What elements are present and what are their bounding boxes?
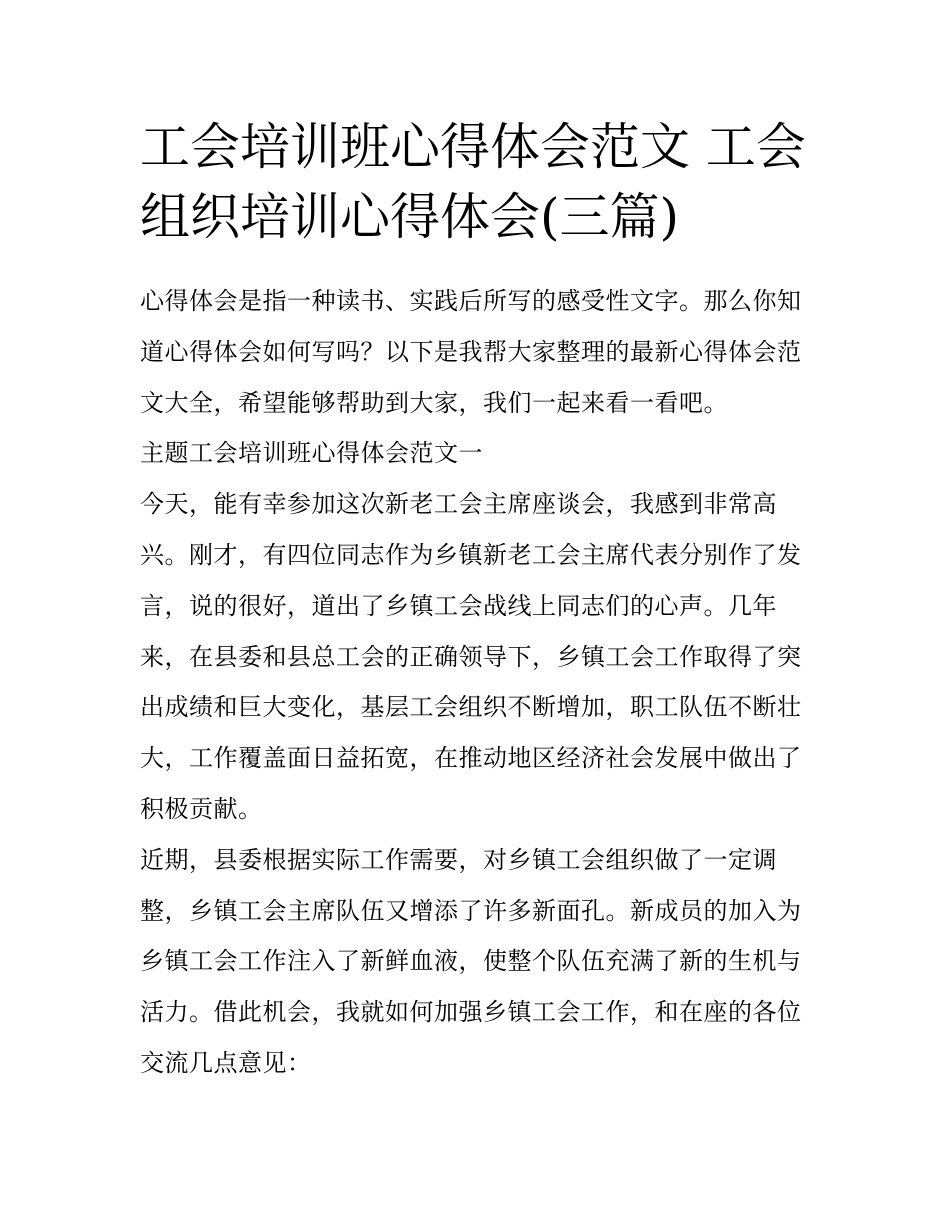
- body-line: 出成绩和巨大变化，基层工会组织不断增加，职工队伍不断壮: [140, 693, 802, 722]
- body-line: 乡镇工会工作注入了新鲜血液，使整个队伍充满了新的生机与: [140, 947, 802, 976]
- body-line: 兴。刚才，有四位同志作为乡镇新老工会主席代表分别作了发: [140, 540, 802, 569]
- body-line: 整，乡镇工会主席队伍又增添了许多新面孔。新成员的加入为: [140, 896, 802, 925]
- body-line: 积极贡献。: [140, 794, 263, 823]
- body-line: 活力。借此机会，我就如何加强乡镇工会工作，和在座的各位: [140, 998, 802, 1027]
- body-line: 文大全，希望能够帮助到大家，我们一起来看一看吧。: [140, 388, 728, 417]
- body-line: 大，工作覆盖面日益拓宽，在推动地区经济社会发展中做出了: [140, 744, 802, 773]
- document-body: [140, 276, 820, 1089]
- body-line: 近期，县委根据实际工作需要，对乡镇工会组织做了一定调: [140, 845, 777, 874]
- document-title: [140, 112, 820, 252]
- title-line-1: 工会培训班心得体会范文 工会: [140, 118, 806, 176]
- body-line: 道心得体会如何写吗？以下是我帮大家整理的最新心得体会范: [140, 337, 802, 366]
- body-line: 今天，能有幸参加这次新老工会主席座谈会，我感到非常高: [140, 490, 777, 519]
- body-line: 言，说的很好，道出了乡镇工会战线上同志们的心声。几年: [140, 591, 777, 620]
- body-line: 交流几点意见：: [140, 1048, 312, 1077]
- section-heading: 主题工会培训班心得体会范文一: [140, 439, 483, 468]
- body-line: 心得体会是指一种读书、实践后所写的感受性文字。那么你知: [140, 287, 802, 315]
- title-line-2: 组织培训心得体会(三篇): [140, 188, 680, 246]
- body-line: 来，在县委和县总工会的正确领导下，乡镇工会工作取得了突: [140, 642, 802, 671]
